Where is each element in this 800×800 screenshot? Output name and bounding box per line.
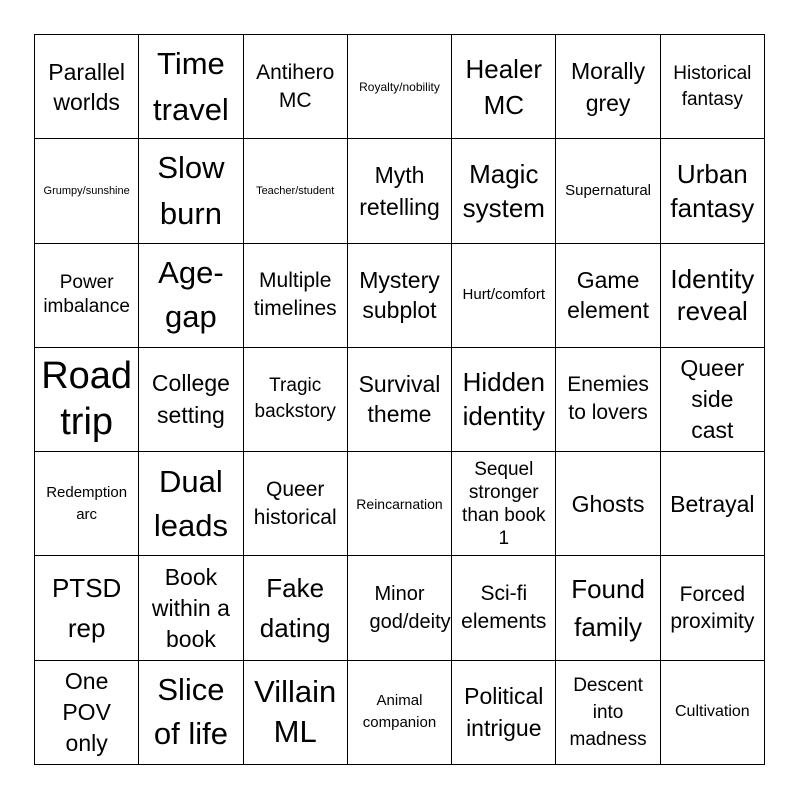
- cell-label: Animal companion: [362, 692, 437, 732]
- cell-label: Antihero MC: [256, 60, 335, 112]
- cell-label: Slice of life: [153, 672, 228, 752]
- bingo-cell[interactable]: [661, 139, 765, 243]
- cell-label: Power imbalance: [43, 272, 130, 318]
- cell-label: Royalty/nobility: [359, 79, 440, 94]
- cell-label: Descent into madness: [569, 674, 647, 750]
- cell-label: Supernatural: [565, 181, 652, 199]
- bingo-cell[interactable]: [35, 661, 139, 765]
- cell-label: Parallel worlds: [48, 58, 125, 115]
- bingo-cell[interactable]: [244, 348, 348, 452]
- bingo-cell[interactable]: [35, 244, 139, 348]
- bingo-cell[interactable]: [556, 661, 660, 765]
- bingo-cell[interactable]: [139, 661, 243, 765]
- bingo-cell[interactable]: [244, 244, 348, 348]
- cell-label: Age-gap: [158, 255, 224, 335]
- cell-label: Myth retelling: [359, 161, 440, 220]
- cell-label: Sci-fi elements: [461, 582, 547, 634]
- bingo-cell[interactable]: [35, 139, 139, 243]
- cell-label: Enemies to lovers: [567, 373, 649, 425]
- cell-label: Grumpy/sunshine: [43, 184, 130, 197]
- bingo-cell[interactable]: [139, 348, 243, 452]
- cell-label: Road trip: [41, 355, 133, 444]
- cell-label: Book within a book: [151, 563, 230, 652]
- cell-label: Time travel: [153, 45, 229, 127]
- bingo-cell[interactable]: [556, 556, 660, 660]
- cell-label: Teacher/student: [256, 184, 335, 197]
- bingo-cell[interactable]: [348, 348, 452, 452]
- cell-label: Morally grey: [571, 57, 646, 116]
- bingo-cell[interactable]: [661, 452, 765, 556]
- bingo-cell[interactable]: [452, 452, 556, 556]
- cell-label: Hurt/comfort: [462, 286, 546, 304]
- bingo-cell[interactable]: [348, 139, 452, 243]
- bingo-cell[interactable]: [556, 348, 660, 452]
- bingo-cell[interactable]: [348, 452, 452, 556]
- cell-label: Magic system: [462, 158, 545, 223]
- bingo-cell[interactable]: [661, 35, 765, 139]
- cell-label: Mystery subplot: [359, 267, 440, 324]
- bingo-cell[interactable]: [244, 452, 348, 556]
- cell-label: Tragic backstory: [254, 375, 336, 423]
- bingo-cell[interactable]: [452, 661, 556, 765]
- cell-label: Dual leads: [153, 463, 228, 543]
- bingo-cell[interactable]: [139, 139, 243, 243]
- cell-label: Ghosts: [571, 490, 645, 517]
- cell-label: College setting: [151, 370, 230, 429]
- bingo-cell[interactable]: [661, 556, 765, 660]
- bingo-cell[interactable]: [661, 661, 765, 765]
- bingo-cell[interactable]: [139, 452, 243, 556]
- cell-label: PTSD rep: [51, 573, 122, 644]
- bingo-cell[interactable]: [556, 244, 660, 348]
- cell-label: Minor god/deity: [369, 583, 451, 634]
- cell-label: Historical fantasy: [673, 62, 752, 110]
- cell-label: Forced proximity: [670, 583, 755, 634]
- cell-label: Hidden identity: [462, 367, 545, 432]
- bingo-cell[interactable]: [452, 348, 556, 452]
- cell-label: Urban fantasy: [670, 158, 755, 223]
- bingo-cell[interactable]: [139, 35, 243, 139]
- bingo-board: [34, 34, 765, 765]
- bingo-cell[interactable]: [244, 661, 348, 765]
- bingo-cell[interactable]: [556, 35, 660, 139]
- cell-label: Queer side cast: [680, 354, 745, 443]
- bingo-cell[interactable]: [556, 452, 660, 556]
- bingo-cell[interactable]: [139, 556, 243, 660]
- bingo-cell[interactable]: [244, 139, 348, 243]
- cell-label: Multiple timelines: [253, 269, 337, 321]
- cell-label: Reincarnation: [356, 495, 443, 512]
- bingo-cell[interactable]: [244, 556, 348, 660]
- bingo-cell[interactable]: [35, 556, 139, 660]
- bingo-cell[interactable]: [452, 556, 556, 660]
- cell-label: Villain ML: [254, 674, 337, 750]
- cell-label: Identity reveal: [670, 264, 755, 327]
- bingo-cell[interactable]: [35, 348, 139, 452]
- cell-label: Sequel stronger than book 1: [462, 458, 546, 549]
- bingo-cell[interactable]: [452, 139, 556, 243]
- cell-label: Game element: [567, 267, 649, 324]
- bingo-cell[interactable]: [35, 452, 139, 556]
- bingo-cell[interactable]: [556, 139, 660, 243]
- bingo-cell[interactable]: [348, 244, 452, 348]
- cell-label: Slow burn: [157, 149, 225, 231]
- cell-label: Found family: [571, 574, 645, 643]
- cell-label: Redemption arc: [46, 483, 128, 523]
- bingo-cell[interactable]: [348, 661, 452, 765]
- bingo-cell[interactable]: [244, 35, 348, 139]
- bingo-cell[interactable]: [348, 35, 452, 139]
- cell-label: Survival theme: [358, 371, 441, 428]
- bingo-cell[interactable]: [452, 35, 556, 139]
- cell-label: One POV only: [62, 667, 111, 756]
- bingo-cell[interactable]: [452, 244, 556, 348]
- bingo-cell[interactable]: [661, 348, 765, 452]
- bingo-cell[interactable]: [139, 244, 243, 348]
- cell-label: Political intrigue: [464, 683, 544, 742]
- cell-label: Fake dating: [259, 573, 331, 644]
- bingo-cell[interactable]: [661, 244, 765, 348]
- cell-label: Healer MC: [465, 53, 543, 120]
- bingo-cell[interactable]: [35, 35, 139, 139]
- cell-label: Queer historical: [253, 477, 337, 529]
- cell-label: Betrayal: [670, 490, 755, 517]
- bingo-cell[interactable]: [348, 556, 452, 660]
- cell-label: Cultivation: [674, 703, 750, 721]
